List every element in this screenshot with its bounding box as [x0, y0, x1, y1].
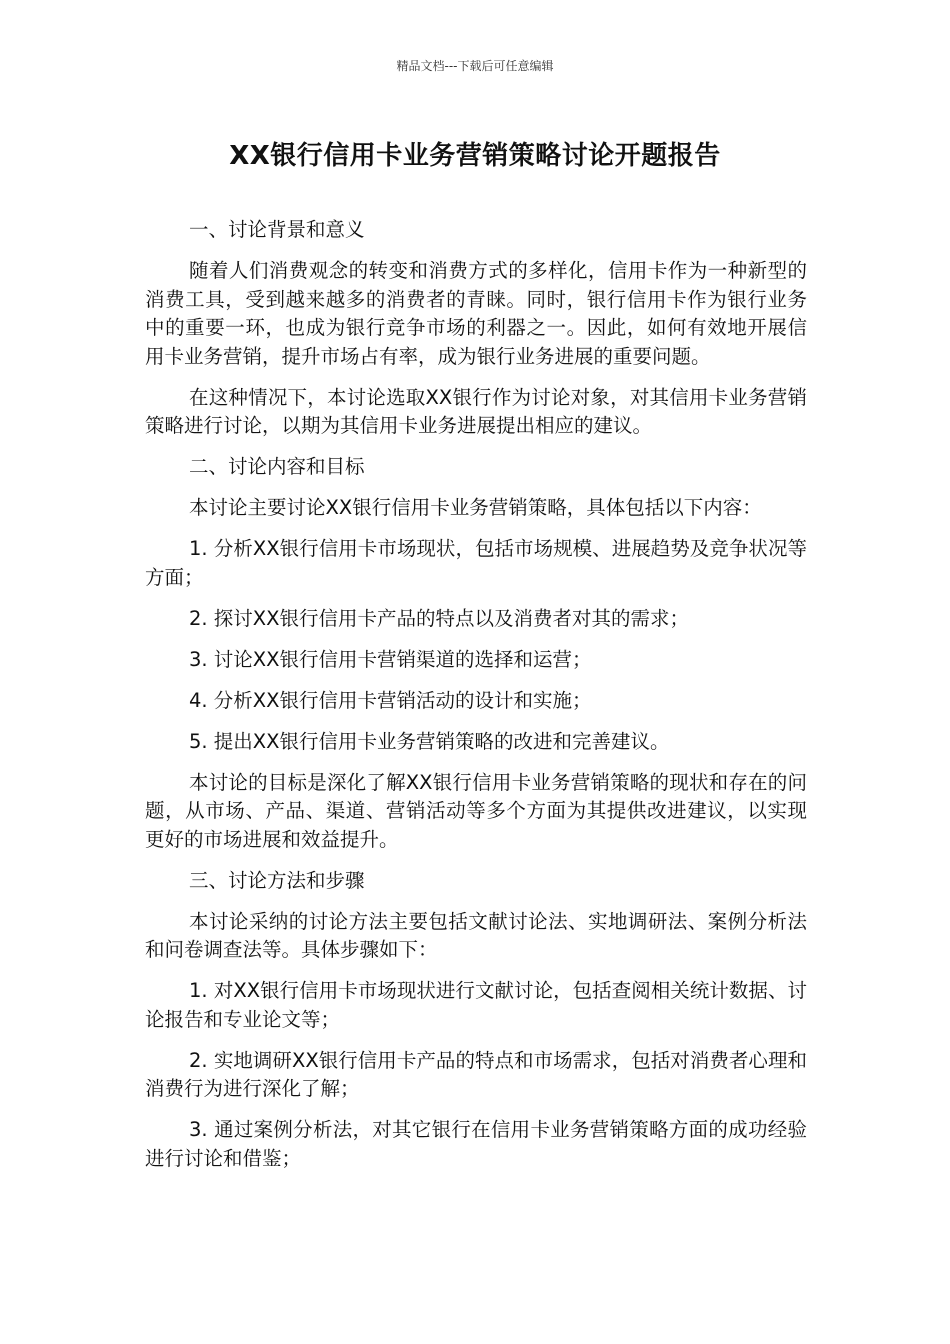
- paragraph-goal: 本讨论的目标是深化了解XX银行信用卡业务营销策略的现状和存在的问题，从市场、产品、渠道、营销活动等多个方面为其提供改进建议，以实现更好的市场进展和效益提升。: [145, 770, 807, 851]
- section-heading-content: 二、讨论内容和目标: [189, 455, 365, 478]
- page-header: 精品文档---下载后可任意编辑: [396, 59, 554, 73]
- list-item-method-3: 3. 通过案例分析法，对其它银行在信用卡业务营销策略方面的成功经验进行讨论和借鉴；: [145, 1118, 807, 1170]
- paragraph-content-intro: 本讨论主要讨论XX银行信用卡业务营销策略，具体包括以下内容：: [189, 496, 762, 519]
- list-item-content-2: 2. 探讨XX银行信用卡产品的特点以及消费者对其的需求；: [189, 606, 690, 630]
- section-heading-background: 一、讨论背景和意义: [189, 218, 365, 241]
- paragraph-method-intro: 本讨论采纳的讨论方法主要包括文献讨论法、实地调研法、案例分析法和问卷调查法等。具体步骤如下：: [145, 909, 807, 961]
- list-item-content-1: 1. 分析XX银行信用卡市场现状，包括市场规模、进展趋势及竞争状况等方面；: [145, 537, 807, 589]
- section-heading-method: 三、讨论方法和步骤: [189, 868, 365, 892]
- list-item-content-4: 4. 分析XX银行信用卡营销活动的设计和实施；: [189, 688, 592, 712]
- list-item-content-3: 3. 讨论XX银行信用卡营销渠道的选择和运营；: [189, 647, 592, 671]
- paragraph-background: 随着人们消费观念的转变和消费方式的多样化，信用卡作为一种新型的消费工具，受到越来越多的消费者的青睐。同时，银行信用卡作为银行业务中的重要一环，也成为银行竞争市场的利器之一。因此，如何有效地开展信用卡业务营销，提升市场占有率，成为银行业务进展的重要问题。: [145, 259, 807, 368]
- list-item-method-1: 1. 对XX银行信用卡市场现状进行文献讨论，包括查阅相关统计数据、讨论报告和专业论文等；: [145, 979, 807, 1031]
- list-item-method-2: 2. 实地调研XX银行信用卡产品的特点和市场需求，包括对消费者心理和消费行为进行深化了解；: [145, 1048, 807, 1100]
- paragraph-research-subject: 在这种情况下，本讨论选取XX银行作为讨论对象，对其信用卡业务营销策略进行讨论，以期为其信用卡业务进展提出相应的建议。: [145, 385, 807, 437]
- document-body: [145, 216, 807, 1186]
- list-item-content-5: 5. 提出XX银行信用卡业务营销策略的改进和完善建议。: [189, 729, 670, 753]
- document-title: XX银行信用卡业务营销策略讨论开题报告: [229, 141, 721, 171]
